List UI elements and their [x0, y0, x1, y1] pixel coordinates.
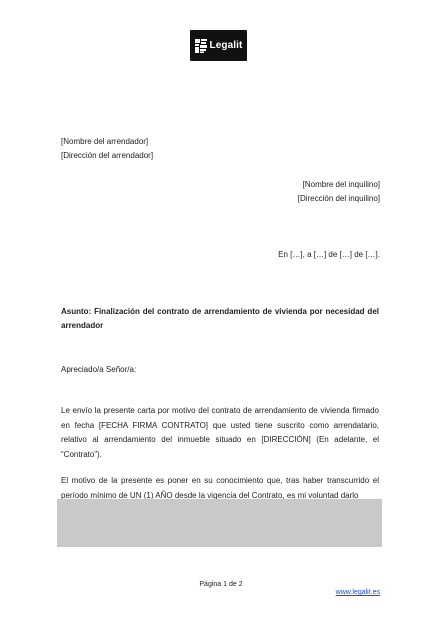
date-line: En […], a […] de […] de […]. [278, 250, 380, 259]
recipient-address: [Dirección del inquilino] [297, 194, 380, 203]
subject-line: Asunto: Finalización del contrato de arrendamiento de vivienda por necesidad del arrendador [61, 307, 379, 330]
legalit-logo [190, 30, 247, 61]
recipient-name: [Nombre del inquilino] [302, 180, 380, 189]
page-number: Página 1 de 2 [199, 581, 243, 588]
sender-address: [Dirección del arrendador] [61, 151, 154, 160]
legalit-logo-icon [195, 39, 207, 53]
body-paragraph-1: Le envío la presente carta por motivo del contrato de arrendamiento de vivienda firmado en fecha [FECHA FIRMA CONTRATO] que usted tiene suscrito como arrendatario, relativo al arrendamiento del inmueble situado en [DIRECCIÓN] (En adelante, el “Contrato”). [61, 406, 379, 459]
website-link[interactable]: www.legalit.es [335, 589, 380, 596]
sender-name: [Nombre del arrendador] [61, 137, 149, 146]
logo-text: Legalit [209, 40, 243, 51]
greeting: Apreciado/a Señor/a: [61, 365, 137, 374]
body-paragraph-2: El motivo de la presente es poner en su conocimiento que, tras haber transcurrido el período mínimo de UN (1) AÑO desde la vigencia del Contrato, es mi voluntad darlo [61, 476, 379, 500]
redacted-content-block [57, 499, 382, 547]
